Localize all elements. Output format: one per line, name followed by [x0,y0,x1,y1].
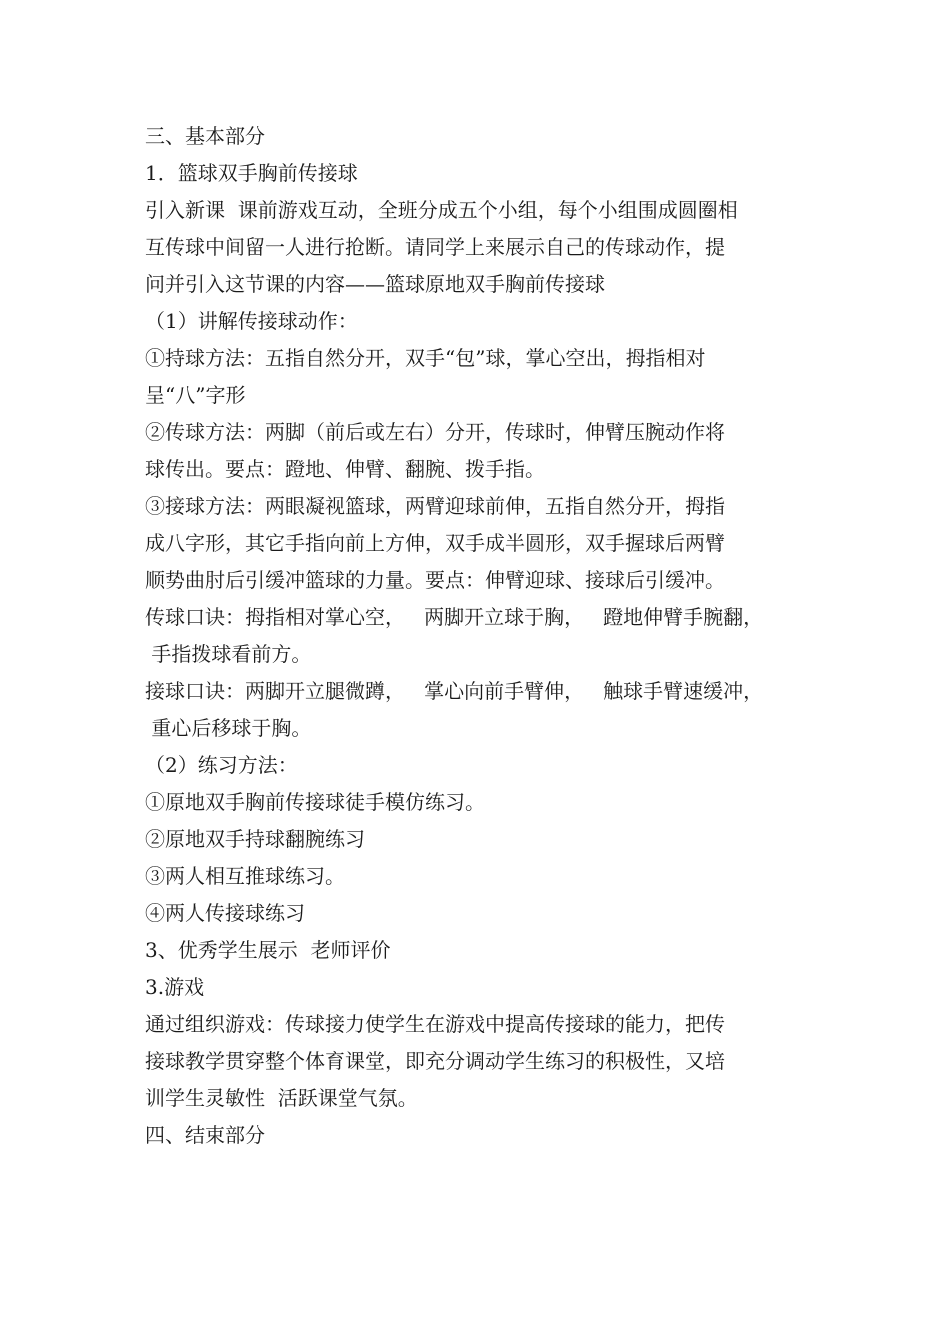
list-item: ③两人相互推球练习。 [145,864,345,888]
list-heading: （1）讲解传接球动作： [145,309,358,333]
section-heading-end: 四、结束部分 [145,1123,265,1147]
subsection-heading: 3、优秀学生展示 老师评价 [145,938,391,962]
list-item: ③接球方法：两眼凝视篮球，两臂迎球前伸，五指自然分开，拇指 [145,494,725,518]
section-heading-basic: 三、基本部分 [145,124,265,148]
list-heading: （2）练习方法： [145,753,298,777]
paragraph-line: 问并引入这节课的内容——篮球原地双手胸前传接球 [145,272,605,296]
list-item: ④两人传接球练习 [145,901,305,925]
document-body [145,118,810,1154]
list-item-continuation: 球传出。要点：蹬地、伸臂、翻腕、拨手指。 [145,457,545,481]
subsection-heading: 1．篮球双手胸前传接球 [145,161,358,185]
list-item: ②原地双手持球翻腕练习 [145,827,365,851]
rhyme-line: 传球口诀：拇指相对掌心空， 两脚开立球于胸， 蹬地伸臂手腕翻， [145,605,764,629]
list-item: ①原地双手胸前传接球徒手模仿练习。 [145,790,485,814]
paragraph-line: 互传球中间留一人进行抢断。请同学上来展示自己的传球动作，提 [145,235,725,259]
paragraph-line: 接球教学贯穿整个体育课堂，即充分调动学生练习的积极性，又培 [145,1049,725,1073]
list-item-continuation: 顺势曲肘后引缓冲篮球的力量。要点：伸臂迎球、接球后引缓冲。 [145,568,725,592]
rhyme-line-continuation: 手指拨球看前方。 [145,642,312,666]
list-item-continuation: 呈“八”字形 [145,383,246,407]
paragraph-line: 通过组织游戏：传球接力使学生在游戏中提高传接球的能力，把传 [145,1012,725,1036]
rhyme-line: 接球口诀：两脚开立腿微蹲， 掌心向前手臂伸， 触球手臂速缓冲， [145,679,764,703]
paragraph-line: 训学生灵敏性 活跃课堂气氛。 [145,1086,418,1110]
list-item: ②传球方法：两脚（前后或左右）分开，传球时，伸臂压腕动作将 [145,420,725,444]
paragraph-line: 引入新课 课前游戏互动，全班分成五个小组，每个小组围成圆圈相 [145,198,738,222]
list-item: ①持球方法：五指自然分开，双手“包”球，掌心空出，拇指相对 [145,346,706,370]
list-item-continuation: 成八字形，其它手指向前上方伸，双手成半圆形，双手握球后两臂 [145,531,725,555]
subsection-heading: 3.游戏 [145,975,205,999]
rhyme-line-continuation: 重心后移球于胸。 [145,716,312,740]
